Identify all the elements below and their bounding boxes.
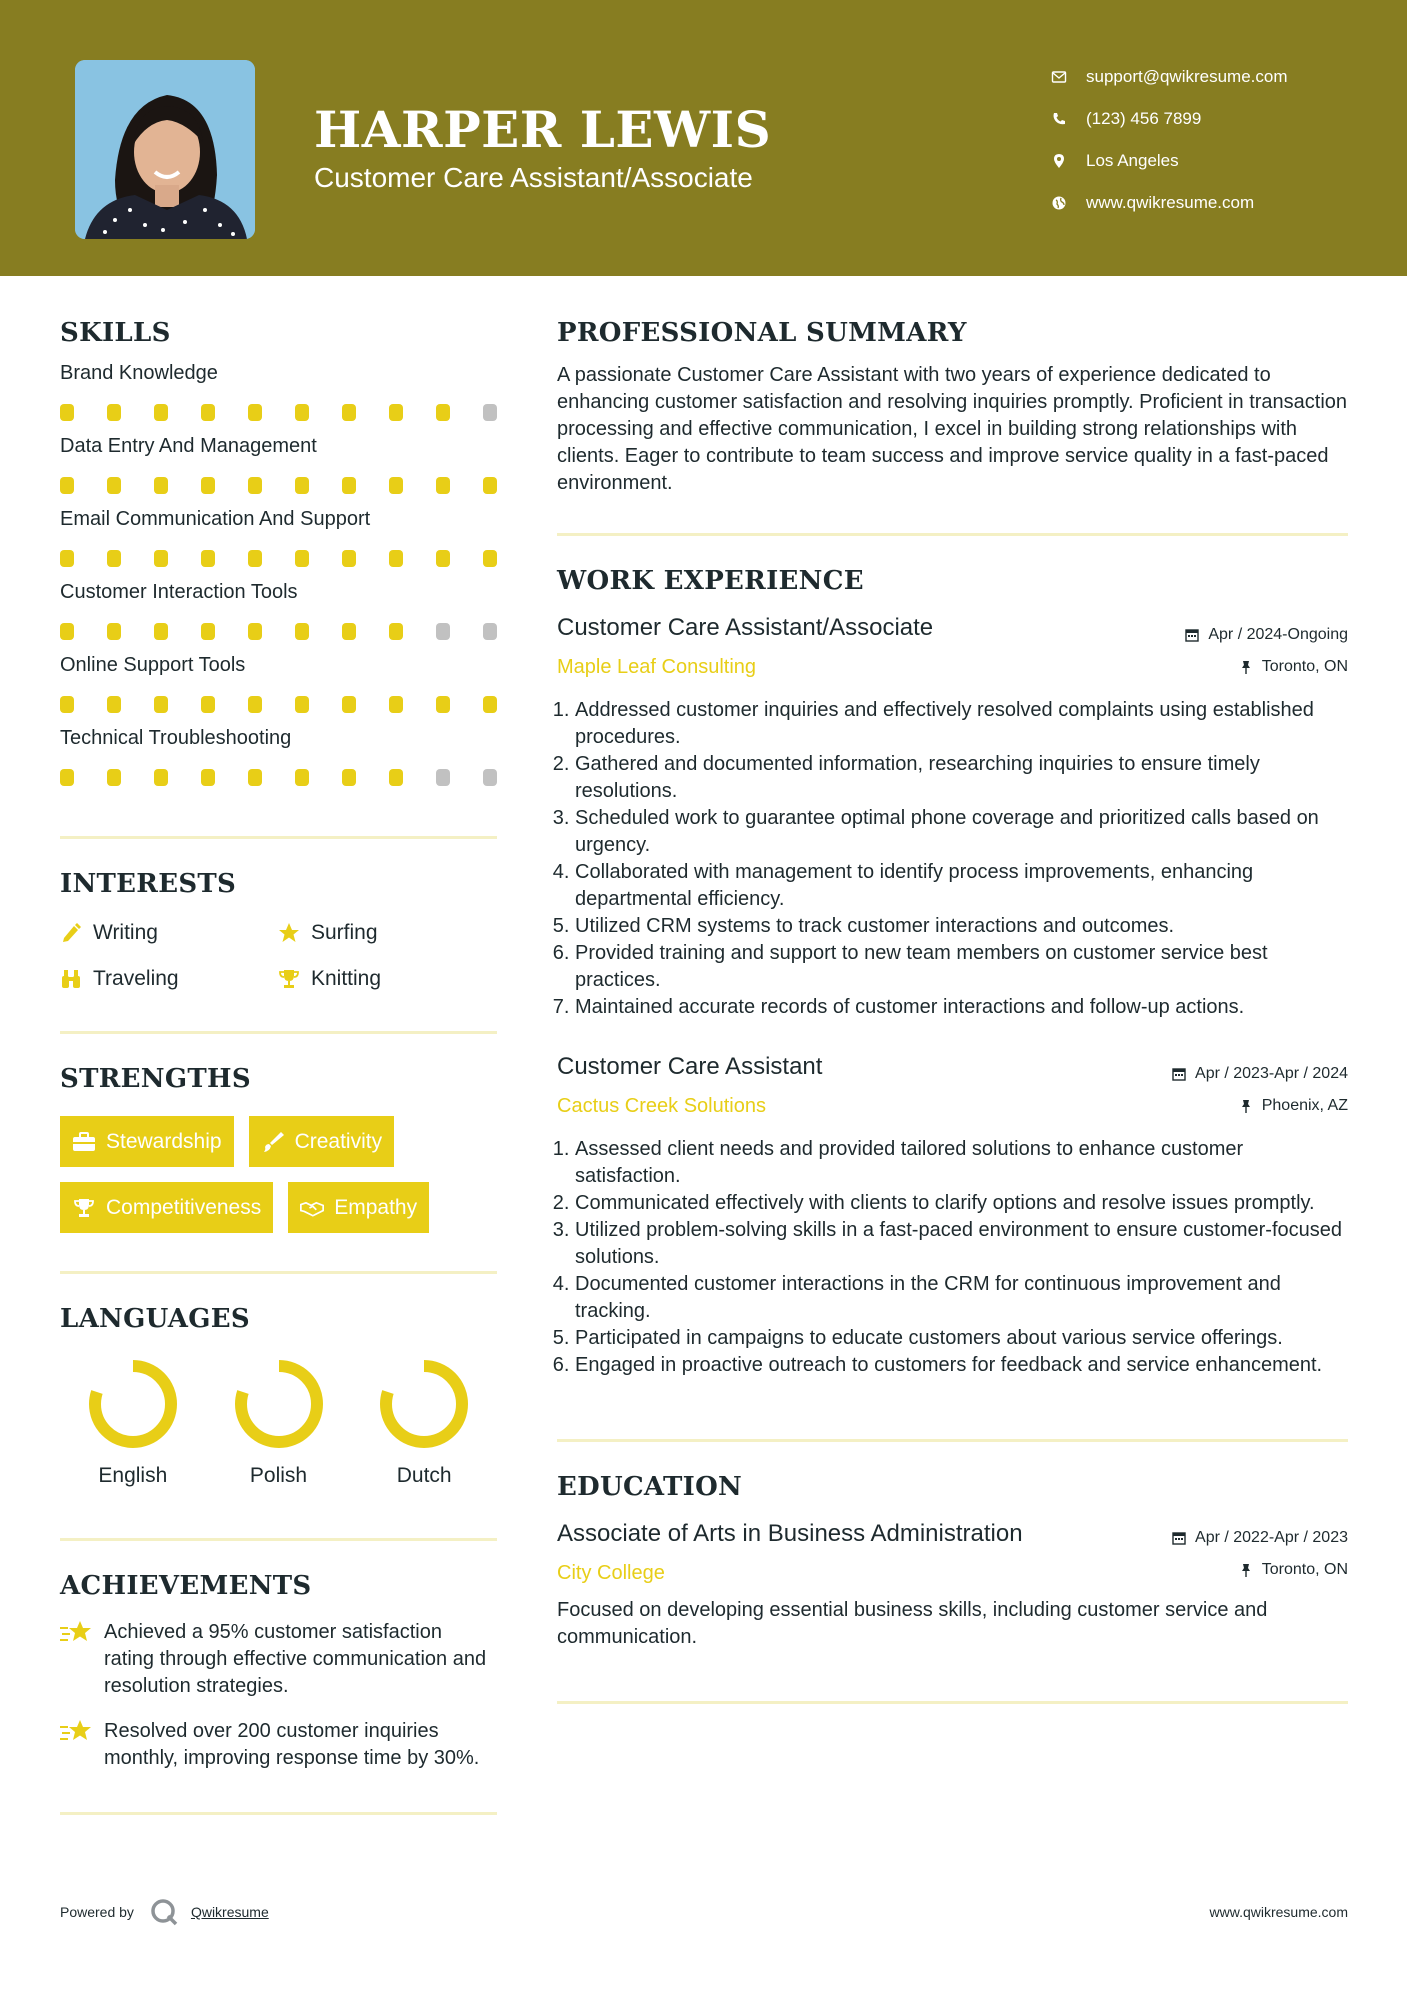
- skill-dot-filled: [436, 477, 450, 494]
- candidate-title: Customer Care Assistant/Associate: [314, 162, 753, 193]
- skill-dot-filled: [389, 696, 403, 713]
- language-gauge: [231, 1356, 327, 1452]
- skill-dot-filled: [248, 696, 262, 713]
- job-bullet: 5. Utilized CRM systems to track customer interactions and outcomes.: [575, 913, 1348, 940]
- strength-chip: [60, 1182, 273, 1233]
- job-bullet: 1. Assessed client needs and provided tailored solutions to enhance customer satisfaction.: [575, 1136, 1348, 1190]
- skill-dot-filled: [154, 550, 168, 567]
- job-bullet-list: [575, 697, 1348, 1021]
- education-location-text: Toronto, ON: [1261, 1561, 1348, 1578]
- experience-section: [557, 566, 1348, 1379]
- language-item: [206, 1356, 352, 1488]
- calendar-icon: [1185, 628, 1199, 642]
- skill-dot-filled: [154, 769, 168, 786]
- job-bullet: 4. Documented customer interactions in the CRM for continuous improvement and tracking.: [575, 1271, 1348, 1325]
- skill-rating: [60, 623, 497, 640]
- job-title: Customer Care Assistant: [557, 1053, 823, 1080]
- experience-heading: WORK EXPERIENCE: [557, 566, 864, 596]
- skill-dot-filled: [201, 404, 215, 421]
- skill-rating: [60, 550, 497, 567]
- skill-dot-empty: [436, 623, 450, 640]
- skill-dot-filled: [154, 404, 168, 421]
- achievement-text: Achieved a 95% customer satisfaction rating through effective communication and resolution strategies.: [104, 1621, 487, 1697]
- qwikresume-logo-icon: [149, 1897, 179, 1927]
- skill-dot-filled: [342, 477, 356, 494]
- contact-website[interactable]: [1050, 182, 1380, 224]
- job-bullet: 6. Engaged in proactive outreach to customers for feedback and service enhancement.: [575, 1352, 1348, 1379]
- skill-dot-filled: [342, 623, 356, 640]
- skill-dot-filled: [248, 404, 262, 421]
- interest-item: [278, 921, 496, 945]
- skill-dot-filled: [154, 623, 168, 640]
- pencil-icon: [60, 922, 82, 944]
- skill-dot-filled: [107, 769, 121, 786]
- job-bullet: 3. Utilized problem-solving skills in a fast-paced environment to ensure customer-focused solutions.: [575, 1217, 1348, 1271]
- skill-dot-filled: [107, 550, 121, 567]
- language-name: Dutch: [396, 1464, 452, 1487]
- job-entry: [557, 1053, 1348, 1379]
- skill-dot-filled: [295, 769, 309, 786]
- globe-icon: [1050, 194, 1068, 212]
- section-divider: [60, 1031, 497, 1034]
- contact-website-text: www.qwikresume.com: [1086, 193, 1255, 212]
- strength-list: [60, 1116, 497, 1233]
- company-name: Maple Leaf Consulting: [557, 656, 757, 678]
- skill-name: Email Communication And Support: [60, 508, 371, 530]
- star-icon: [278, 922, 300, 944]
- contact-phone[interactable]: [1050, 98, 1380, 140]
- language-name: Polish: [249, 1464, 308, 1487]
- summary-section: [557, 318, 1348, 497]
- trophy-icon: [72, 1197, 96, 1219]
- skill-dot-filled: [295, 477, 309, 494]
- paintbrush-icon: [261, 1131, 285, 1153]
- school-name: City College: [557, 1562, 665, 1584]
- skill-dot-filled: [342, 696, 356, 713]
- skill-dot-filled: [389, 404, 403, 421]
- skill-rating: [60, 696, 497, 713]
- job-location: [1185, 651, 1348, 683]
- job-bullet: 7. Maintained accurate records of customer interactions and follow-up actions.: [575, 994, 1348, 1021]
- section-divider: [557, 1439, 1348, 1442]
- section-divider: [60, 1271, 497, 1274]
- skill-dot-filled: [342, 404, 356, 421]
- skill-dot-empty: [483, 623, 497, 640]
- footer-branding: [60, 1897, 269, 1927]
- strength-chip: [288, 1182, 429, 1233]
- pushpin-icon: [1239, 660, 1253, 674]
- skill-dot-filled: [389, 477, 403, 494]
- skill-rating: [60, 769, 497, 786]
- skill-dot-filled: [342, 550, 356, 567]
- strength-chip: [60, 1116, 234, 1167]
- section-divider: [60, 1812, 497, 1815]
- strengths-section: [60, 1064, 497, 1233]
- skill-dot-filled: [107, 477, 121, 494]
- job-dates: [1185, 619, 1348, 651]
- skill-dot-filled: [295, 550, 309, 567]
- summary-heading: PROFESSIONAL SUMMARY: [557, 318, 967, 348]
- education-dates: [1172, 1522, 1348, 1554]
- skill-dot-filled: [201, 769, 215, 786]
- contact-location: [1050, 140, 1380, 182]
- job-title: Customer Care Assistant/Associate: [557, 614, 934, 641]
- skill-list: [60, 362, 497, 786]
- job-meta: [1185, 619, 1348, 683]
- skill-dot-filled: [201, 696, 215, 713]
- language-name: English: [98, 1464, 168, 1487]
- section-divider: [557, 533, 1348, 536]
- person-portrait-icon: [75, 60, 255, 239]
- skill-dot-filled: [483, 696, 497, 713]
- skill-dot-filled: [201, 623, 215, 640]
- company-name: Cactus Creek Solutions: [557, 1095, 766, 1117]
- shooting-star-icon: [60, 1718, 94, 1746]
- pushpin-icon: [1239, 1099, 1253, 1113]
- language-gauge-arc: [241, 1366, 317, 1442]
- degree-title: Associate of Arts in Business Administration: [557, 1520, 1023, 1547]
- contact-list: [1050, 56, 1380, 224]
- achievement-item: [60, 1718, 497, 1772]
- skill-dot-empty: [483, 769, 497, 786]
- education-meta: [1172, 1522, 1348, 1586]
- contact-phone-text: (123) 456 7899: [1086, 109, 1202, 128]
- language-item: [351, 1356, 497, 1488]
- skill-dot-filled: [154, 696, 168, 713]
- skill-dot-filled: [154, 477, 168, 494]
- skill-dot-filled: [295, 623, 309, 640]
- profile-photo: [75, 60, 255, 239]
- interest-label: Knitting: [311, 967, 382, 990]
- job-meta: [1172, 1058, 1348, 1122]
- skill-dot-filled: [60, 477, 74, 494]
- calendar-icon: [1172, 1067, 1186, 1081]
- job-entry: [557, 614, 1348, 1021]
- strength-label: Competitiveness: [106, 1195, 262, 1219]
- brand-link[interactable]: Qwikresume: [190, 1904, 269, 1920]
- achievements-section: [60, 1571, 497, 1772]
- job-location: [1172, 1090, 1348, 1122]
- skill-dot-filled: [436, 550, 450, 567]
- strength-label: Empathy: [334, 1195, 418, 1219]
- interests-section: [60, 869, 497, 991]
- interest-label: Writing: [93, 921, 158, 944]
- languages-heading: LANGUAGES: [60, 1304, 250, 1334]
- skills-heading: SKILLS: [60, 318, 171, 348]
- job-bullet: 4. Collaborated with management to identify process improvements, enhancing departmental efficiency.: [575, 859, 1348, 913]
- skill-dot-filled: [60, 696, 74, 713]
- education-heading: EDUCATION: [557, 1472, 743, 1502]
- skill-dot-filled: [248, 769, 262, 786]
- skill-rating: [60, 404, 497, 421]
- education-description: Focused on developing essential business skills, including customer service and communication.: [557, 1599, 1268, 1648]
- skill-name: Online Support Tools: [60, 654, 246, 676]
- education-location: [1172, 1554, 1348, 1586]
- footer-url[interactable]: www.qwikresume.com: [1209, 1904, 1348, 1920]
- skill-dot-filled: [389, 769, 403, 786]
- language-gauge: [85, 1356, 181, 1452]
- language-list: [60, 1356, 497, 1488]
- interest-label: Traveling: [93, 967, 179, 990]
- education-dates-text: Apr / 2022-Apr / 2023: [1195, 1529, 1348, 1546]
- contact-email[interactable]: [1050, 56, 1380, 98]
- skill-dot-filled: [389, 550, 403, 567]
- binoculars-icon: [60, 968, 82, 990]
- skill-dot-filled: [107, 623, 121, 640]
- interest-item: [60, 921, 278, 945]
- interest-item: [278, 967, 496, 991]
- strength-label: Stewardship: [106, 1129, 222, 1153]
- job-bullet: 2. Gathered and documented information, researching inquiries to ensure timely resolutions.: [575, 751, 1348, 805]
- language-item: [60, 1356, 206, 1488]
- skill-name: Technical Troubleshooting: [60, 727, 292, 749]
- job-bullet: 2. Communicated effectively with clients to clarify options and resolve issues promptly.: [575, 1190, 1348, 1217]
- skill-dot-filled: [60, 769, 74, 786]
- language-gauge-arc: [95, 1366, 171, 1442]
- skill-dot-filled: [483, 477, 497, 494]
- interests-heading: INTERESTS: [60, 869, 237, 899]
- skill-dot-filled: [295, 404, 309, 421]
- job-dates-text: Apr / 2024-Ongoing: [1208, 626, 1348, 643]
- footer: [60, 1897, 1348, 1927]
- powered-by-text: Powered by: [60, 1904, 134, 1920]
- skill-dot-filled: [295, 696, 309, 713]
- skill-dot-empty: [436, 769, 450, 786]
- skill-dot-empty: [483, 404, 497, 421]
- job-bullet: 6. Provided training and support to new team members on customer service best practices.: [575, 940, 1348, 994]
- skill-dot-filled: [201, 550, 215, 567]
- achievements-heading: ACHIEVEMENTS: [60, 1571, 312, 1601]
- header-banner: [0, 0, 1407, 276]
- skill-dot-filled: [201, 477, 215, 494]
- skill-dot-filled: [107, 404, 121, 421]
- section-divider: [557, 1701, 1348, 1704]
- interest-label: Surfing: [311, 921, 378, 944]
- skill-dot-filled: [60, 623, 74, 640]
- calendar-icon: [1172, 1531, 1186, 1545]
- language-gauge-arc: [386, 1366, 462, 1442]
- right-column: [557, 318, 1348, 1704]
- skill-name: Customer Interaction Tools: [60, 581, 298, 603]
- achievement-text: Resolved over 200 customer inquiries monthly, improving response time by 30%.: [104, 1720, 480, 1769]
- skill-dot-filled: [389, 623, 403, 640]
- skill-dot-filled: [248, 477, 262, 494]
- phone-icon: [1050, 110, 1068, 128]
- job-location-text: Phoenix, AZ: [1261, 1097, 1348, 1114]
- summary-text: A passionate Customer Care Assistant with two years of experience dedicated to enhancing customer satisfaction and resolving inquiries promptly. Proficient in transaction processing and effective communication, I excel in building strong relationships with clients. Eager to contribute to team success and improve service quality in a fast-paced environment.: [557, 364, 1348, 494]
- section-divider: [60, 836, 497, 839]
- languages-section: [60, 1304, 497, 1488]
- map-marker-icon: [1050, 152, 1068, 170]
- pushpin-icon: [1239, 1563, 1253, 1577]
- skill-dot-filled: [60, 404, 74, 421]
- skill-dot-filled: [342, 769, 356, 786]
- job-dates: [1172, 1058, 1348, 1090]
- contact-location-text: Los Angeles: [1086, 151, 1179, 170]
- job-bullet: 1. Addressed customer inquiries and effectively resolved complaints using established procedures.: [575, 697, 1348, 751]
- education-entry: [557, 1520, 1348, 1651]
- skill-dot-filled: [436, 696, 450, 713]
- skill-rating: [60, 477, 497, 494]
- language-gauge: [376, 1356, 472, 1452]
- contact-email-text: support@qwikresume.com: [1086, 67, 1288, 86]
- skill-name: Data Entry And Management: [60, 435, 317, 457]
- interest-list: [60, 921, 497, 991]
- section-divider: [60, 1538, 497, 1541]
- skill-dot-filled: [60, 550, 74, 567]
- skill-dot-filled: [248, 550, 262, 567]
- skill-dot-filled: [436, 404, 450, 421]
- interest-item: [60, 967, 278, 991]
- briefcase-icon: [72, 1131, 96, 1153]
- skill-dot-filled: [107, 696, 121, 713]
- achievement-item: [60, 1619, 497, 1700]
- job-bullet: 5. Participated in campaigns to educate customers about various service offerings.: [575, 1325, 1348, 1352]
- education-section: [557, 1472, 1348, 1651]
- strengths-heading: STRENGTHS: [60, 1064, 251, 1094]
- strength-label: Creativity: [294, 1129, 383, 1153]
- skill-dot-filled: [248, 623, 262, 640]
- job-location-text: Toronto, ON: [1261, 658, 1348, 675]
- job-dates-text: Apr / 2023-Apr / 2024: [1195, 1065, 1348, 1082]
- trophy-icon: [278, 968, 300, 990]
- candidate-name: HARPER LEWIS: [314, 100, 772, 159]
- skill-dot-filled: [483, 550, 497, 567]
- skills-section: [60, 318, 497, 786]
- left-column: [60, 318, 497, 1815]
- job-bullet-list: [575, 1136, 1348, 1379]
- job-bullet: 3. Scheduled work to guarantee optimal phone coverage and prioritized calls based on urgency.: [575, 805, 1348, 859]
- shooting-star-icon: [60, 1619, 94, 1647]
- handshake-icon: [300, 1197, 324, 1219]
- envelope-icon: [1050, 68, 1068, 86]
- strength-chip: [249, 1116, 395, 1167]
- skill-name: Brand Knowledge: [60, 362, 218, 384]
